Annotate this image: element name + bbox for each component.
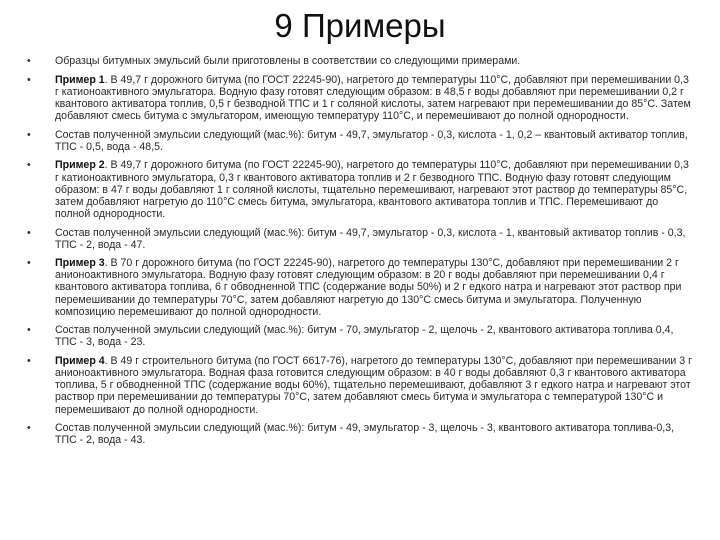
bullet-text: Образцы битумных эмульсий были приготовлены в соответствии со следующими примерами. xyxy=(55,55,521,67)
slide-title: 9 Примеры xyxy=(274,7,446,44)
bullet-item-composition-4 xyxy=(26,422,694,446)
bullet-item-composition-2 xyxy=(26,227,694,251)
bullet-text: . В 49,7 г дорожного битума (по ГОСТ 22245-90), нагретого до температуры 110°С, добавляют при перемешивании 0,3 г катионоактивного эмульгатора. Водную фазу готовят следующим образом: в 48,5 г воды добавляют при перемешивании 0,2 г квантового активатора топлив, 0,5 г безводной ТПС и 1 г соляной кислоты, затем нагревают при перемешивании до 85°С. Затем добавляют смесь битума с эмульгатором, имеющую температуру 110°С, и перемешивают до полной однородности. xyxy=(55,73,691,122)
example-heading: Пример 4 xyxy=(55,355,105,368)
bullet-item-example-1 xyxy=(26,74,694,122)
bullet-item-composition-1 xyxy=(26,129,694,153)
bullet-item-intro xyxy=(26,55,694,67)
bullet-list xyxy=(26,55,694,453)
bullet-dot-icon: • xyxy=(27,324,31,337)
bullet-text: . В 49 г строительного битума (по ГОСТ 6617-76), нагретого до температуры 130°С, добавляют при перемешивании 3 г анионоактивного эмульгатора. Водная фаза готовится следующим образом: в 40 г воды добавляют 0,3 г квантового активатора топлива, 5 г обводненной ТПС (содержание воды 60%), тщательно перемешивают, добавляют 3 г едкого натра и нагревают этот раствор при перемешивании до температуры 70°С, затем добавляют смесь битума и эмульгатора с температурой 130°С и перемешивают до полной однородности. xyxy=(55,355,692,416)
bullet-text: . В 49,7 г дорожного битума (по ГОСТ 22245-90), нагретого до температуры 110°С, добавляют при перемешивании 0,3 г катионоактивного эмульгатора, 0,3 г квантового активатора топлив и 2 г безводного ТПС. Водную фазу готовят следующим образом: в 47 г воды добавляют 1 г соляной кислоты, тщательно перемешивают, нагревают этот раствор до температуры 85°С, затем добавляют нагретую до 110°С смесь битума, эмульгатора, квантового активатора топлив и ТПС. Перемешивают до полной однородности. xyxy=(55,159,689,220)
example-heading: Пример 2 xyxy=(55,159,105,172)
bullet-dot-icon: • xyxy=(27,159,31,172)
bullet-dot-icon: • xyxy=(27,355,31,368)
bullet-text: Состав полученной эмульсии следующий (мас.%): битум - 49,7, эмульгатор - 0,3, кислота - 1, квантовый активатор топлив - 0,3, ТПС - 2, вода - 47. xyxy=(55,226,686,251)
bullet-dot-icon: • xyxy=(27,128,31,141)
bullet-text: . В 70 г дорожного битума (по ГОСТ 22245-90), нагретого до температуры 130°С, добавляют при перемешивании 2 г анионоактивного эмульгатора. Водную фазу готовят следующим образом: в 20 г воды добавляют при перемешивании 0,4 г квантового активатора топлива, 6 г обводненной ТПС (содержание воды 50%) и 2 г едкого натра и нагревают этот раствор при перемешивании до температуры 70°С, затем добавляют нагретую до 130°С смесь битума и эмульгатора. Полученную композицию перемешивают до полной однородности. xyxy=(55,257,682,318)
bullet-item-example-2 xyxy=(26,159,694,219)
bullet-item-example-3 xyxy=(26,257,694,317)
bullet-dot-icon: • xyxy=(27,422,31,435)
bullet-text: Состав полученной эмульсии следующий (мас.%): битум - 70, эмульгатор - 2, щелочь - 2, квантового активатора топлива 0,4, ТПС - 3, вода - 23. xyxy=(55,324,674,349)
bullet-dot-icon: • xyxy=(27,257,31,270)
bullet-dot-icon: • xyxy=(27,55,31,67)
bullet-text: Состав полученной эмульсии следующий (мас.%): битум - 49, эмульгатор - 3, щелочь - 3, квантового активатора топлива-0,3, ТПС - 2, вода - 43. xyxy=(55,422,675,447)
example-heading: Пример 3 xyxy=(55,257,105,270)
bullet-dot-icon: • xyxy=(27,226,31,239)
bullet-item-composition-3 xyxy=(26,324,694,348)
example-heading: Пример 1 xyxy=(55,73,105,86)
bullet-dot-icon: • xyxy=(27,73,31,86)
bullet-item-example-4 xyxy=(26,355,694,415)
bullet-text: Состав полученной эмульсии следующий (мас.%): битум - 49,7, эмульгатор - 0,3, кислота - 1, 0,2 – квантовый активатор топлив, ТПС - 0,5, вода - 48,5. xyxy=(55,128,688,153)
